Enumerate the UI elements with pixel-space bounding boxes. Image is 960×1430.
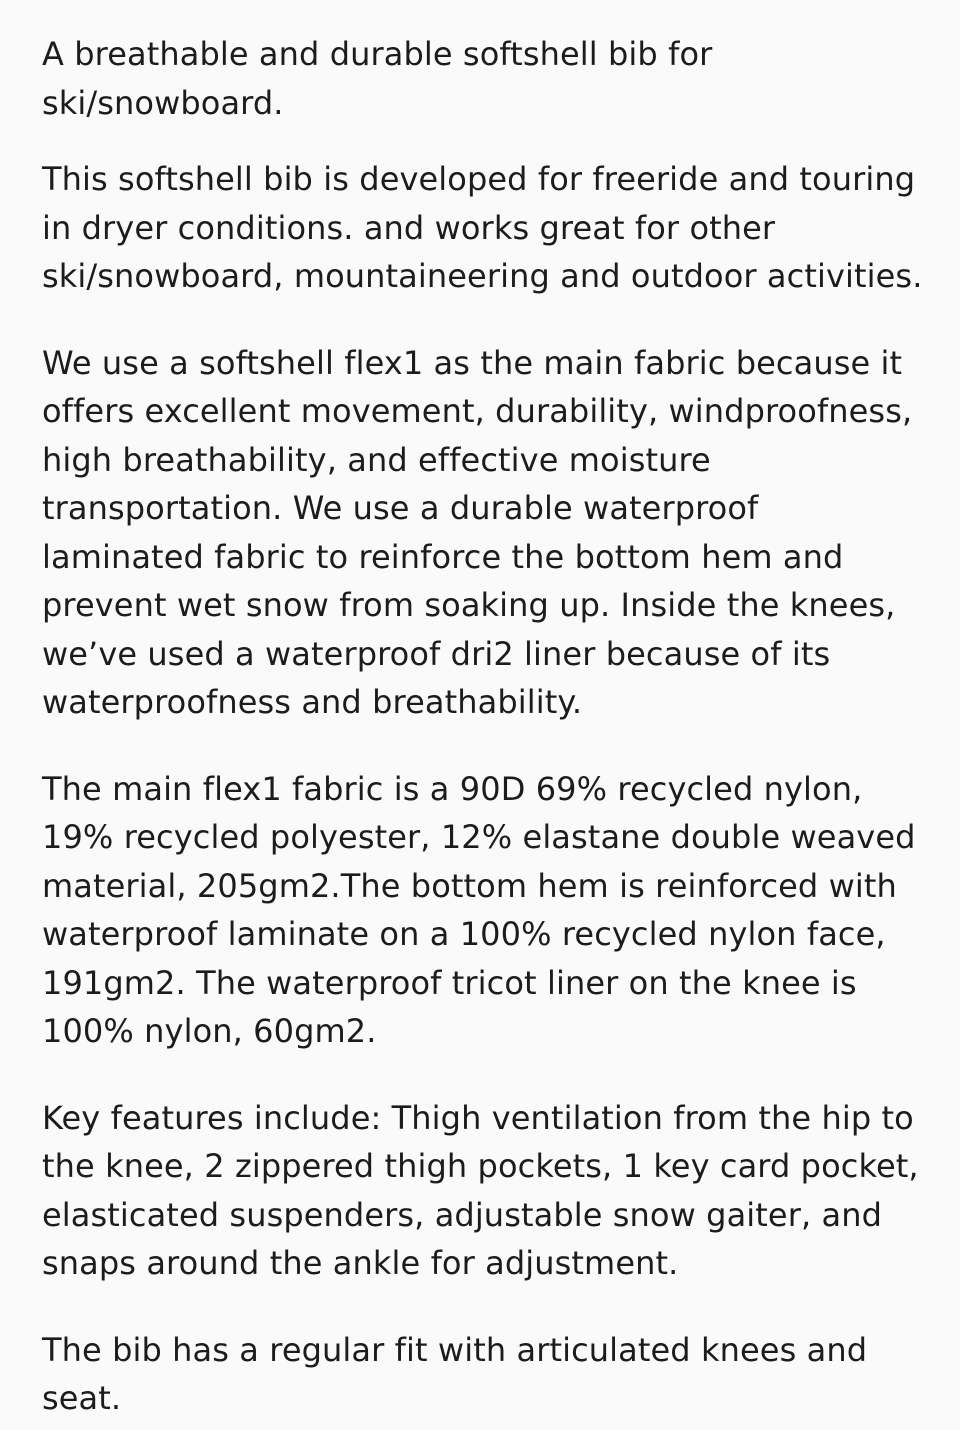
paragraph-usage: This softshell bib is developed for freeride and touring in dryer conditions. and works great for other ski/snowboard, mountaineering and outdoor activities.: [42, 160, 923, 295]
product-description: [42, 30, 932, 1423]
paragraph-summary: A breathable and durable softshell bib for ski/snowboard.: [42, 35, 713, 122]
paragraph-materials: The main flex1 fabric is a 90D 69% recycled nylon, 19% recycled polyester, 12% elastane double weaved material, 205gm2.The bottom hem is reinforced with waterproof laminate on a 100% recycled nylon face, 191gm2. The waterproof tricot liner on the knee is 100% nylon, 60gm2.: [42, 769, 916, 1050]
paragraph-fit: The bib has a regular fit with articulated knees and seat.: [42, 1330, 868, 1417]
paragraph-fabric-rationale: We use a softshell flex1 as the main fabric because it offers excellent movement, durability, windproofness, high breathability, and effective moisture transportation. We use a durable waterproof laminated fabric to reinforce the bottom hem and prevent wet snow from soaking up. Inside the knees, we’ve used a waterproof dri2 liner because of its waterproofness and breathability.: [42, 343, 913, 721]
paragraph-key-features: Key features include: Thigh ventilation from the hip to the knee, 2 zippered thigh pockets, 1 key card pocket, elasticated suspenders, adjustable snow gaiter, and snaps around the ankle for adjustment.: [42, 1098, 919, 1282]
